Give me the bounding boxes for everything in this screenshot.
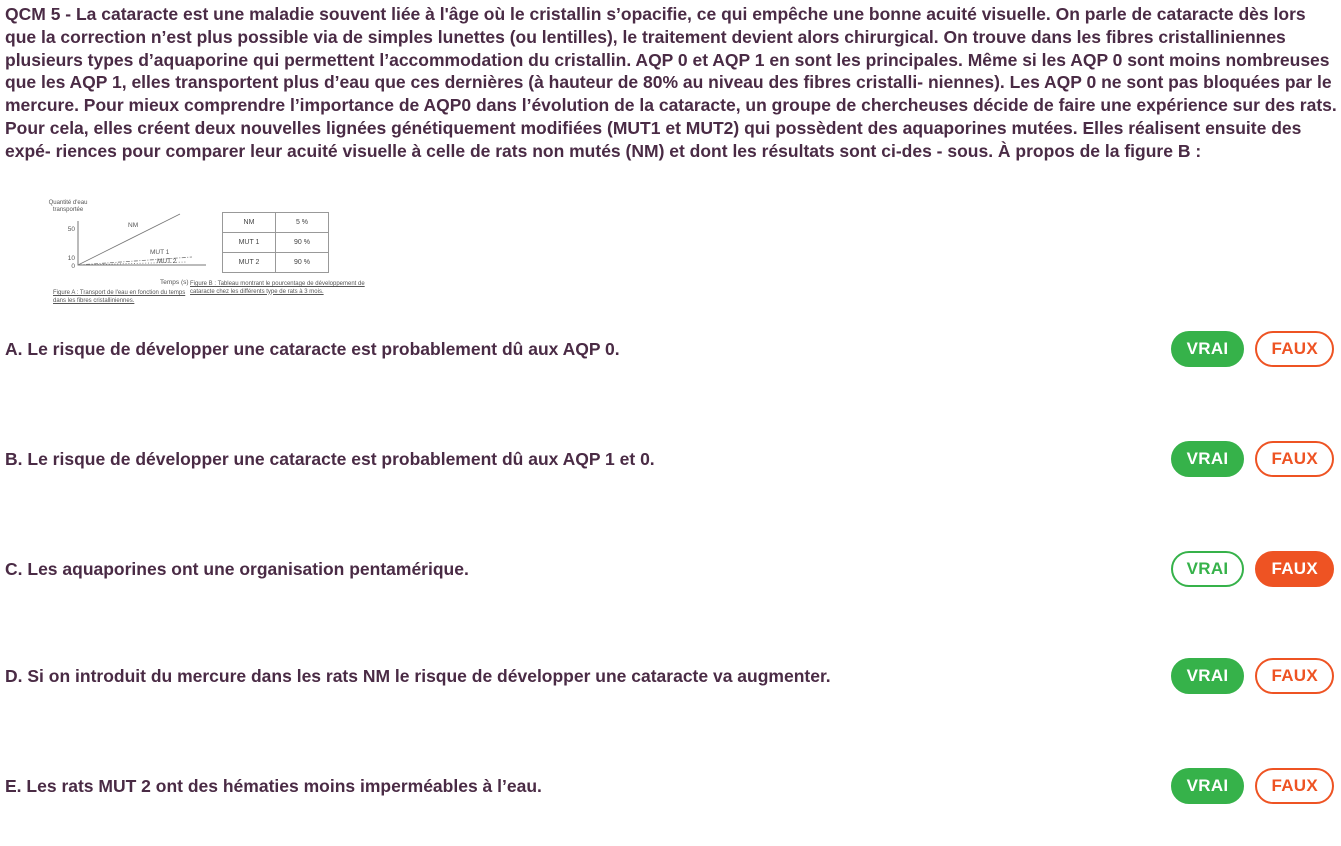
vrai-button[interactable]: VRAI <box>1171 768 1245 804</box>
vrai-button[interactable]: VRAI <box>1171 331 1245 367</box>
faux-button[interactable]: FAUX <box>1255 658 1334 694</box>
statement-text: E. Les rats MUT 2 ont des hématies moins imperméables à l’eau. <box>5 775 542 796</box>
vrai-button[interactable]: VRAI <box>1171 551 1245 587</box>
figure-b-caption: Figure B : Tableau montrant le pourcentage de développement de cataracte chez les différents type de rats à 3 mois. <box>190 281 365 295</box>
figure-a-line-chart <box>40 205 215 287</box>
table-cell-row-label: NM <box>223 213 276 233</box>
faux-button[interactable]: FAUX <box>1255 331 1334 367</box>
statement-row-e <box>5 768 1334 804</box>
statement-row-b <box>5 441 1334 477</box>
y-tick-10: 10 <box>67 255 75 262</box>
statement-row-c <box>5 551 1334 587</box>
answer-buttons <box>1171 768 1334 804</box>
figure-a-caption: Figure A : Transport de l'eau en fonction du temps dans les fibres cristalliniennes. <box>53 290 186 304</box>
series-label-mut2: MUT 2 <box>157 258 177 265</box>
table-cell-row-label: MUT 2 <box>223 253 276 273</box>
x-axis-label: Temps (s) <box>160 279 189 286</box>
figure-b-table <box>222 212 329 273</box>
table-row <box>223 233 329 253</box>
series-label-nm: NM <box>128 222 139 229</box>
answer-buttons <box>1171 658 1334 694</box>
y-tick-50: 50 <box>67 226 75 233</box>
statement-text: C. Les aquaporines ont une organisation pentamérique. <box>5 558 469 579</box>
table-row <box>223 213 329 233</box>
statement-row-d <box>5 658 1334 694</box>
faux-button[interactable]: FAUX <box>1255 441 1334 477</box>
series-label-mut1: MUT 1 <box>150 249 170 256</box>
table-cell-value: 5 % <box>276 213 329 233</box>
y-tick-0: 0 <box>71 263 75 270</box>
table-cell-row-label: MUT 1 <box>223 233 276 253</box>
faux-button[interactable]: FAUX <box>1255 768 1334 804</box>
statement-text: A. Le risque de développer une cataracte est probablement dû aux AQP 0. <box>5 338 620 359</box>
vrai-button[interactable]: VRAI <box>1171 441 1245 477</box>
table-cell-value: 90 % <box>276 253 329 273</box>
figures-area <box>0 197 430 317</box>
statement-row-a <box>5 331 1334 367</box>
table-row <box>223 253 329 273</box>
table-cell-value: 90 % <box>276 233 329 253</box>
axes <box>78 221 206 265</box>
statement-text: B. Le risque de développer une cataracte est probablement dû aux AQP 1 et 0. <box>5 448 655 469</box>
vrai-button[interactable]: VRAI <box>1171 658 1245 694</box>
answer-buttons <box>1171 331 1334 367</box>
faux-button[interactable]: FAUX <box>1255 551 1334 587</box>
figure-a-y-axis-label: Quantité d'eau transportée <box>48 200 88 213</box>
question-text: QCM 5 - La cataracte est une maladie souvent liée à l'âge où le cristallin s’opacifie, ce qui empêche une bonne acuité visuelle. On parle de cataracte dès lors que la correction n’est plus possible via de simples lunettes (ou lentilles), le traitement devient alors chirurgical. On trouve dans les fibres cristalliniennes plusieurs types d’aquaporine qui permettent l’accommodation du cristallin. AQP 0 et AQP 1 en sont les principales. Même si les AQP 0 sont moins nombreuses que les AQP 1, elles transportent plus d’eau que ces dernières (à hauteur de 80% au niveau des fibres cristalli- niennes). Les AQP 0 ne sont pas bloquées par le mercure. Pour mieux comprendre l’importance de AQP0 dans l’évolution de la cataracte, un groupe de chercheuses décide de faire une expérience sur des rats. Pour cela, elles créent deux nouvelles lignées génétiquement modifiées (MUT1 et MUT2) qui possèdent des aquaporines mutées. Elles réalisent ensuite des expé- riences pour comparer leur acuité visuelle à celle de rats non mutés (NM) et dont les résultats sont ci-des - sous. À propos de la figure B : <box>5 4 1337 161</box>
statement-text: D. Si on introduit du mercure dans les rats NM le risque de développer une cataracte va augmenter. <box>5 665 831 686</box>
answer-buttons <box>1171 441 1334 477</box>
answer-buttons <box>1171 551 1334 587</box>
